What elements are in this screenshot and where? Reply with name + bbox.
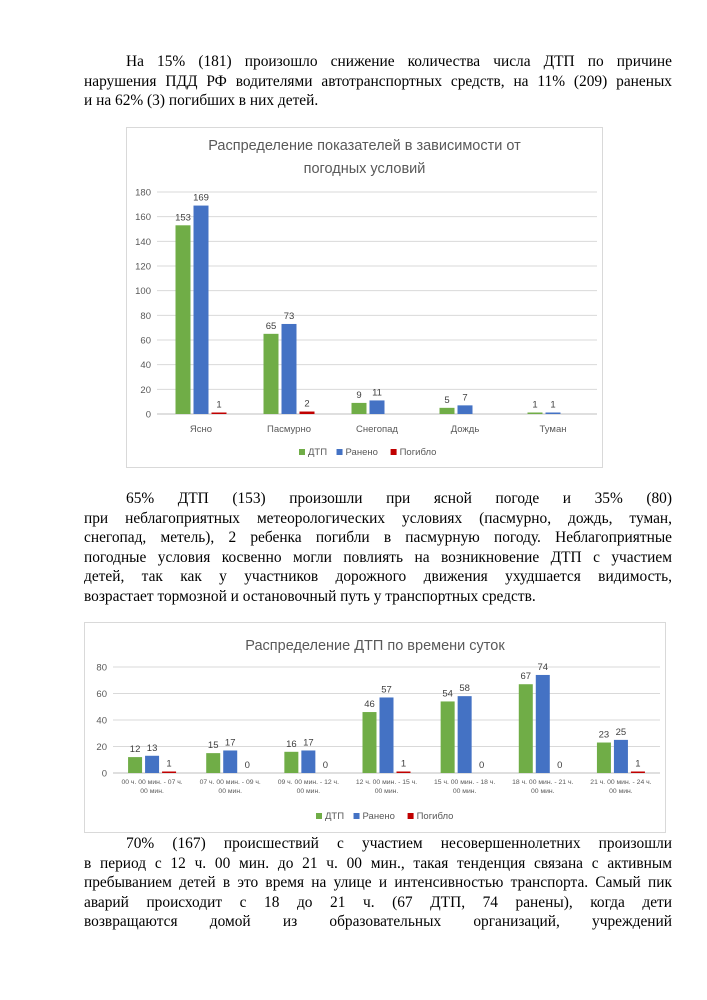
paragraph-line: пребыванием детей в это время на улице и интенсивностью транспорта. Самый пик <box>84 874 672 891</box>
bar <box>223 750 237 773</box>
legend-label: Погибло <box>399 447 437 458</box>
legend-label: Погибло <box>416 811 454 822</box>
bar <box>370 400 385 414</box>
bar <box>194 206 209 414</box>
bar <box>352 403 367 414</box>
bar <box>380 697 394 773</box>
paragraph-line: возрастает тормозной и остановочный путь у транспортных средств. <box>84 587 536 605</box>
x-tick-label: 07 ч. 00 мин. - 09 ч. <box>199 779 261 786</box>
x-tick-label: Ясно <box>189 424 213 435</box>
paragraph-2 <box>84 489 672 606</box>
paragraph-line: снегопад, метель), 2 ребенка погибли в пасмурную погоду. Неблагоприятные <box>84 529 672 546</box>
paragraph-line: погодные условия косвенно могли повлиять на возникновение ДТП с участием <box>84 548 672 566</box>
legend-swatch <box>316 813 322 819</box>
data-label: 0 <box>244 760 250 771</box>
bar <box>284 752 298 773</box>
y-tick-label: 20 <box>140 384 151 396</box>
data-label: 25 <box>615 726 627 738</box>
data-label: 46 <box>364 699 375 711</box>
y-tick-label: 80 <box>96 662 107 674</box>
y-tick-label: 0 <box>101 768 107 780</box>
data-label: 17 <box>303 737 314 749</box>
bar <box>162 772 176 774</box>
legend-label: Ранено <box>345 447 378 458</box>
legend-label: ДТП <box>308 447 328 458</box>
chart-title: погодных условий <box>303 161 426 177</box>
x-tick-label: 00 мин. <box>296 788 321 795</box>
data-label: 57 <box>381 684 392 696</box>
bar <box>631 772 645 774</box>
chart-title: Распределение показателей в зависимости от <box>208 138 521 154</box>
y-tick-label: 100 <box>135 286 151 298</box>
bar <box>614 740 628 773</box>
data-label: 11 <box>372 387 382 399</box>
data-label: 9 <box>356 389 362 401</box>
x-tick-label: Дождь <box>450 424 480 435</box>
legend-label: Ранено <box>362 811 395 822</box>
bar <box>301 750 315 773</box>
legend-label: ДТП <box>325 811 345 822</box>
weather-chart <box>126 127 603 468</box>
data-label: 1 <box>635 758 641 770</box>
data-label: 1 <box>532 399 538 411</box>
legend-swatch <box>354 813 360 819</box>
legend-swatch <box>408 813 414 819</box>
data-label: 54 <box>442 688 453 700</box>
x-tick-label: 18 ч. 00 мин. - 21 ч. <box>512 779 574 786</box>
bar <box>546 413 561 415</box>
x-tick-label: Пасмурно <box>267 424 311 435</box>
bar <box>128 757 142 773</box>
weather-chart-svg <box>127 128 602 467</box>
x-tick-label: 00 мин. <box>374 788 399 795</box>
y-tick-label: 80 <box>140 310 151 322</box>
bar <box>264 334 279 414</box>
data-label: 58 <box>459 683 470 695</box>
paragraph-line: и на 62% (3) погибших в них детей. <box>84 92 319 109</box>
bar <box>300 412 315 414</box>
paragraph-line: в период с 12 ч. 00 мин. до 21 ч. 00 мин., такая тенденция связана с активным <box>84 854 672 872</box>
data-label: 1 <box>550 399 556 411</box>
x-tick-label: 00 мин. <box>218 788 242 795</box>
paragraph-line: 70% (167) происшествий с участием несовершеннолетних произошли <box>126 835 672 852</box>
y-tick-label: 180 <box>135 187 151 199</box>
data-label: 0 <box>478 760 485 771</box>
x-tick-label: 00 мин. <box>531 788 555 795</box>
x-tick-label: 00 мин. <box>140 788 164 795</box>
bar <box>206 753 220 773</box>
data-label: 0 <box>322 760 329 771</box>
y-tick-label: 40 <box>140 360 151 372</box>
x-tick-label: 00 мин. <box>452 788 477 795</box>
bar <box>212 413 227 415</box>
y-tick-label: 60 <box>96 689 107 700</box>
data-label: 1 <box>166 758 172 770</box>
y-tick-label: 60 <box>140 335 151 347</box>
paragraph-line: 65% ДТП (153) произошли при ясной погоде и 35% (80) <box>126 490 672 507</box>
bar <box>176 225 191 414</box>
x-tick-label: 09 ч. 00 мин. - 12 ч. <box>277 779 339 786</box>
data-label: 7 <box>462 392 468 404</box>
bar <box>363 712 377 773</box>
bar <box>397 772 411 774</box>
x-tick-label: 21 ч. 00 мин. - 24 ч. <box>590 779 652 786</box>
y-tick-label: 120 <box>135 261 151 273</box>
bar <box>440 408 455 414</box>
data-label: 169 <box>193 192 209 204</box>
x-tick-label: Туман <box>539 424 567 435</box>
bar <box>597 743 611 773</box>
time-of-day-chart <box>84 622 666 833</box>
paragraph-3 <box>84 834 672 932</box>
paragraph-line: аварий происходит с 18 до 21 ч. (67 ДТП, 74 ранены), когда дети <box>84 893 672 911</box>
bar <box>519 684 533 773</box>
x-tick-label: 15 ч. 00 мин. - 18 ч. <box>434 779 496 786</box>
x-tick-label: Снегопад <box>356 424 398 435</box>
x-tick-label: 00 мин. <box>609 788 633 795</box>
paragraph-line: детей, так как у участников дорожного движения ухудшается видимость, <box>84 568 672 585</box>
paragraph-line: нарушения ПДД РФ водителями автотранспортных средств, на 11% (209) раненых <box>84 72 672 90</box>
data-label: 16 <box>286 738 297 750</box>
y-tick-label: 40 <box>96 715 107 727</box>
data-label: 13 <box>146 742 158 754</box>
y-tick-label: 0 <box>145 409 151 421</box>
y-tick-label: 20 <box>96 742 107 753</box>
bar <box>282 324 297 414</box>
data-label: 23 <box>598 729 610 741</box>
data-label: 1 <box>216 399 222 411</box>
data-label: 74 <box>537 661 549 673</box>
bar <box>458 405 473 414</box>
time-of-day-chart-svg <box>85 623 665 832</box>
bar <box>458 696 472 773</box>
paragraph-line: при неблагоприятных метеорологических условиях (пасмурно, дождь, туман, <box>84 509 672 527</box>
paragraph-line: возвращаются домой из образовательных организаций, учреждений <box>84 913 672 930</box>
paragraph-line: На 15% (181) произошло снижение количества числа ДТП по причине <box>126 53 672 70</box>
y-tick-label: 160 <box>135 212 151 224</box>
data-label: 2 <box>304 398 310 410</box>
legend-swatch <box>299 449 305 455</box>
x-tick-label: 00 ч. 00 мин. - 07 ч. <box>121 779 183 786</box>
data-label: 17 <box>224 737 236 749</box>
paragraph-1 <box>84 52 672 111</box>
y-tick-label: 140 <box>135 236 151 248</box>
bar <box>145 756 159 773</box>
bar <box>441 701 455 773</box>
data-label: 12 <box>129 744 141 756</box>
data-label: 65 <box>265 320 277 332</box>
legend-swatch <box>391 449 397 455</box>
data-label: 0 <box>557 760 563 771</box>
data-label: 67 <box>520 671 532 683</box>
chart-title: Распределение ДТП по времени суток <box>245 638 505 654</box>
data-label: 73 <box>283 310 295 322</box>
data-label: 153 <box>175 212 191 224</box>
data-label: 15 <box>207 740 219 752</box>
legend-swatch <box>337 449 343 455</box>
data-label: 1 <box>400 758 407 770</box>
x-tick-label: 12 ч. 00 мин. - 15 ч. <box>355 779 418 786</box>
bar <box>536 675 550 773</box>
data-label: 5 <box>444 394 450 406</box>
bar <box>528 413 543 415</box>
